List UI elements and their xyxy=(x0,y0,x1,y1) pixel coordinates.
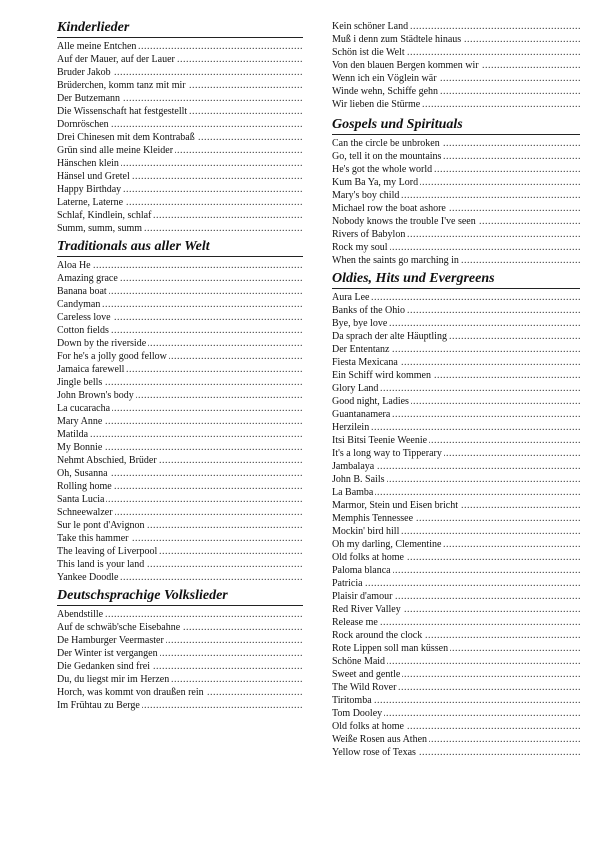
song-title: Auf der Mauer, auf der Lauer xyxy=(57,54,175,65)
song-entry xyxy=(332,681,580,694)
song-title: John B. Sails xyxy=(332,474,385,485)
song-entry xyxy=(332,486,580,499)
song-title: Dornröschen xyxy=(57,119,109,130)
song-entry xyxy=(332,395,580,408)
song-entry xyxy=(57,376,303,389)
song-entry xyxy=(57,66,303,79)
song-entry xyxy=(57,506,303,519)
song-title: Glory Land xyxy=(332,383,379,394)
song-entry xyxy=(332,733,580,746)
song-title: My Bonnie xyxy=(57,442,103,453)
song-title: Brüderchen, komm tanz mit mir xyxy=(57,80,186,91)
song-title: Good night, Ladies xyxy=(332,396,409,407)
song-title: Du, du liegst mir im Herzen xyxy=(57,674,170,685)
song-entry xyxy=(57,686,303,699)
song-title: Nobody knows the trouble I've seen xyxy=(332,216,476,227)
section-kinderlieder xyxy=(57,20,303,235)
song-title: Herzilein xyxy=(332,422,370,433)
song-entry xyxy=(332,668,580,681)
song-entry xyxy=(332,98,580,111)
song-entry xyxy=(332,20,580,33)
song-title: Die Wissenschaft hat festgestellt xyxy=(57,106,188,117)
song-entry xyxy=(57,634,303,647)
song-title: Die Gedanken sind frei xyxy=(57,661,151,672)
song-entry xyxy=(332,590,580,603)
song-title: Aura Lee xyxy=(332,292,370,303)
song-entry xyxy=(57,545,303,558)
song-title: Kum Ba Ya, my Lord xyxy=(332,177,419,188)
section-title: Gospels und Spirituals xyxy=(332,117,580,135)
song-entry xyxy=(57,350,303,363)
song-entry xyxy=(332,642,580,655)
song-entry xyxy=(332,163,580,176)
right-column xyxy=(332,20,580,763)
song-entry xyxy=(332,629,580,642)
song-title: Tiritomba xyxy=(332,695,372,706)
song-entry xyxy=(332,694,580,707)
song-title: Happy Birthday xyxy=(57,184,122,195)
song-entry xyxy=(332,460,580,473)
song-entry xyxy=(57,571,303,584)
song-entry xyxy=(57,673,303,686)
song-title: Careless love xyxy=(57,312,111,323)
song-title: Abendstille xyxy=(57,609,104,620)
song-entry xyxy=(57,259,303,272)
song-entry xyxy=(57,183,303,196)
song-entry xyxy=(57,480,303,493)
song-entry xyxy=(332,707,580,720)
song-entry xyxy=(57,209,303,222)
song-title: Horch, was kommt von draußen rein xyxy=(57,687,204,698)
song-title: Plaisir d'amour xyxy=(332,591,393,602)
song-title: Bruder Jakob xyxy=(57,67,111,78)
song-entry xyxy=(332,343,580,356)
song-title: Oh, Susanna xyxy=(57,468,108,479)
song-title: Laterne, Laterne xyxy=(57,197,124,208)
song-title: Summ, summ, summ xyxy=(57,223,143,234)
song-title: Grün sind alle meine Kleider xyxy=(57,145,174,156)
song-entry xyxy=(332,254,580,267)
song-entry xyxy=(57,467,303,480)
song-entry xyxy=(332,317,580,330)
song-title: John Brown's body xyxy=(57,390,134,401)
song-title: Michael row the boat ashore xyxy=(332,203,446,214)
song-title: Itsi Bitsi Teenie Weenie xyxy=(332,435,428,446)
song-title: La cucaracha xyxy=(57,403,111,414)
song-title: Banks of the Ohio xyxy=(332,305,406,316)
song-title: Paloma blanca xyxy=(332,565,391,576)
song-entry xyxy=(332,434,580,447)
song-title: Go, tell it on the mountains xyxy=(332,151,442,162)
song-title: He's got the whole world xyxy=(332,164,433,175)
song-entry xyxy=(57,144,303,157)
song-entry xyxy=(57,40,303,53)
song-entry xyxy=(332,577,580,590)
section-title: Traditionals aus aller Welt xyxy=(57,239,303,257)
song-entry xyxy=(332,356,580,369)
song-entry xyxy=(332,33,580,46)
song-entry xyxy=(57,324,303,337)
song-title: Rock my soul xyxy=(332,242,388,253)
song-title: Banana boat xyxy=(57,286,107,297)
song-entry xyxy=(332,655,580,668)
song-entry xyxy=(332,551,580,564)
song-title: Der Ententanz xyxy=(332,344,390,355)
song-entry xyxy=(57,92,303,105)
song-entry xyxy=(57,157,303,170)
song-title: Oh my darling, Clementine xyxy=(332,539,442,550)
song-title: Marmor, Stein und Eisen bricht xyxy=(332,500,458,511)
song-title: Candyman xyxy=(57,299,101,310)
song-title: Kein schöner Land xyxy=(332,21,409,32)
song-entry xyxy=(332,72,580,85)
song-title: Tom Dooley xyxy=(332,708,383,719)
song-title: Sweet and gentle xyxy=(332,669,401,680)
song-entry xyxy=(57,415,303,428)
song-title: Rote Lippen soll man küssen xyxy=(332,643,449,654)
song-entry xyxy=(57,621,303,634)
song-entry xyxy=(57,285,303,298)
song-title: Aloa He xyxy=(57,260,91,271)
song-entry xyxy=(332,85,580,98)
song-entry xyxy=(332,447,580,460)
song-title: Nehmt Abschied, Brüder xyxy=(57,455,157,466)
song-entry xyxy=(57,454,303,467)
song-title: Mary Anne xyxy=(57,416,103,427)
song-entry xyxy=(332,59,580,72)
song-title: Release me xyxy=(332,617,378,628)
song-title: Mary's boy child xyxy=(332,190,400,201)
song-title: Yellow rose of Texas xyxy=(332,747,416,758)
song-entry xyxy=(332,525,580,538)
song-entry xyxy=(332,291,580,304)
song-title: Der Butzemann xyxy=(57,93,121,104)
song-title: Mockin' bird hill xyxy=(332,526,400,537)
song-title: Ein Schiff wird kommen xyxy=(332,370,431,381)
song-entry xyxy=(332,408,580,421)
section-title: Deutschsprachige Volkslieder xyxy=(57,588,303,606)
song-title: Cotton fields xyxy=(57,325,109,336)
song-title: Red River Valley xyxy=(332,604,401,615)
song-title: Muß i denn zum Städtele hinaus xyxy=(332,34,462,45)
song-title: Schön ist die Welt xyxy=(332,47,405,58)
song-title: Wenn ich ein Vöglein wär xyxy=(332,73,437,84)
song-entry xyxy=(332,202,580,215)
song-entry xyxy=(332,421,580,434)
song-title: Old folks at home xyxy=(332,552,404,563)
song-title: Von den blauen Bergen kommen wir xyxy=(332,60,479,71)
song-entry xyxy=(57,519,303,532)
song-title: Can the circle be unbroken xyxy=(332,138,440,149)
song-entry xyxy=(57,105,303,118)
song-title: Rivers of Babylon xyxy=(332,229,406,240)
song-entry xyxy=(57,131,303,144)
song-entry xyxy=(57,699,303,712)
song-title: Rock around the clock xyxy=(332,630,423,641)
song-entry xyxy=(332,473,580,486)
song-title: Winde wehn, Schiffe gehn xyxy=(332,86,439,97)
song-title: Wir lieben die Stürme xyxy=(332,99,421,110)
section-title: Kinderlieder xyxy=(57,20,303,38)
song-title: The leaving of Liverpool xyxy=(57,546,158,557)
song-title: Fiesta Mexicana xyxy=(332,357,398,368)
song-entry xyxy=(332,746,580,759)
song-entry xyxy=(332,137,580,150)
song-entry xyxy=(332,176,580,189)
song-entry xyxy=(57,118,303,131)
song-entry xyxy=(57,298,303,311)
song-entry xyxy=(57,493,303,506)
section-deutschsprachige-volkslieder xyxy=(57,588,303,712)
song-entry xyxy=(57,660,303,673)
song-title: Santa Lucia xyxy=(57,494,105,505)
song-entry xyxy=(57,532,303,545)
song-entry xyxy=(57,441,303,454)
song-entry xyxy=(57,389,303,402)
song-title: Take this hammer xyxy=(57,533,129,544)
song-entry xyxy=(332,215,580,228)
song-entry xyxy=(332,499,580,512)
left-column xyxy=(57,20,303,716)
song-title: Yankee Doodle xyxy=(57,572,119,583)
song-entry xyxy=(332,150,580,163)
song-entry xyxy=(57,647,303,660)
song-title: Jambalaya xyxy=(332,461,375,472)
song-entry xyxy=(332,369,580,382)
song-title: Rolling home xyxy=(57,481,112,492)
song-title: Down by the riverside xyxy=(57,338,147,349)
song-title: Guantanamera xyxy=(332,409,391,420)
song-entry xyxy=(332,538,580,551)
song-title: Old folks at home xyxy=(332,721,404,732)
song-title: Bye, bye love xyxy=(332,318,388,329)
song-title: Matilda xyxy=(57,429,89,440)
song-title: La Bamba xyxy=(332,487,374,498)
song-entry xyxy=(332,228,580,241)
song-title: Im Frühtau zu Berge xyxy=(57,700,140,711)
song-entry xyxy=(57,311,303,324)
song-title: Amazing grace xyxy=(57,273,118,284)
song-entry xyxy=(57,170,303,183)
song-title: When the saints go marching in xyxy=(332,255,459,266)
song-entry xyxy=(332,603,580,616)
song-entry xyxy=(332,720,580,733)
song-title: For he's a jolly good fellow xyxy=(57,351,167,362)
song-title: Drei Chinesen mit dem Kontrabaß xyxy=(57,132,195,143)
song-title: Hänsel und Gretel xyxy=(57,171,130,182)
song-title: Sur le pont d'Avignon xyxy=(57,520,145,531)
song-title: Schlaf, Kindlein, schlaf xyxy=(57,210,152,221)
song-title: This land is your land xyxy=(57,559,145,570)
song-title: Patricia xyxy=(332,578,363,589)
song-entry xyxy=(57,196,303,209)
song-entry xyxy=(332,564,580,577)
song-entry xyxy=(332,616,580,629)
song-title: Der Winter ist vergangen xyxy=(57,648,158,659)
song-title: Memphis Tennessee xyxy=(332,513,414,524)
song-entry xyxy=(57,608,303,621)
song-entry xyxy=(332,189,580,202)
song-title: Schöne Maid xyxy=(332,656,386,667)
song-entry xyxy=(57,402,303,415)
song-entry xyxy=(57,222,303,235)
song-entry xyxy=(332,512,580,525)
song-entry xyxy=(57,363,303,376)
song-title: The Wild Rover xyxy=(332,682,397,693)
song-title: Auf de schwäb'sche Eisebahne xyxy=(57,622,181,633)
song-title: Hänschen klein xyxy=(57,158,119,169)
song-title: Weiße Rosen aus Athen xyxy=(332,734,428,745)
section-gospels-und-spirituals xyxy=(332,117,580,267)
section-oldies-hits-und-evergreens xyxy=(332,271,580,759)
song-entry xyxy=(57,53,303,66)
section-continued xyxy=(332,20,580,111)
song-entry xyxy=(332,46,580,59)
song-entry xyxy=(332,304,580,317)
song-entry xyxy=(57,272,303,285)
song-entry xyxy=(332,330,580,343)
song-title: Jamaica farewell xyxy=(57,364,125,375)
song-entry xyxy=(57,558,303,571)
song-title: It's a long way to Tipperary xyxy=(332,448,442,459)
song-title: De Hamburger Veermaster xyxy=(57,635,164,646)
song-entry xyxy=(332,382,580,395)
song-title: Schneewalzer xyxy=(57,507,113,518)
song-entry xyxy=(332,241,580,254)
song-entry xyxy=(57,79,303,92)
song-title: Da sprach der alte Häuptling xyxy=(332,331,447,342)
song-entry xyxy=(57,337,303,350)
song-entry xyxy=(57,428,303,441)
song-title: Alle meine Entchen xyxy=(57,41,137,52)
section-traditionals-aus-aller-welt xyxy=(57,239,303,584)
section-title: Oldies, Hits und Evergreens xyxy=(332,271,580,289)
song-title: Jingle bells xyxy=(57,377,103,388)
